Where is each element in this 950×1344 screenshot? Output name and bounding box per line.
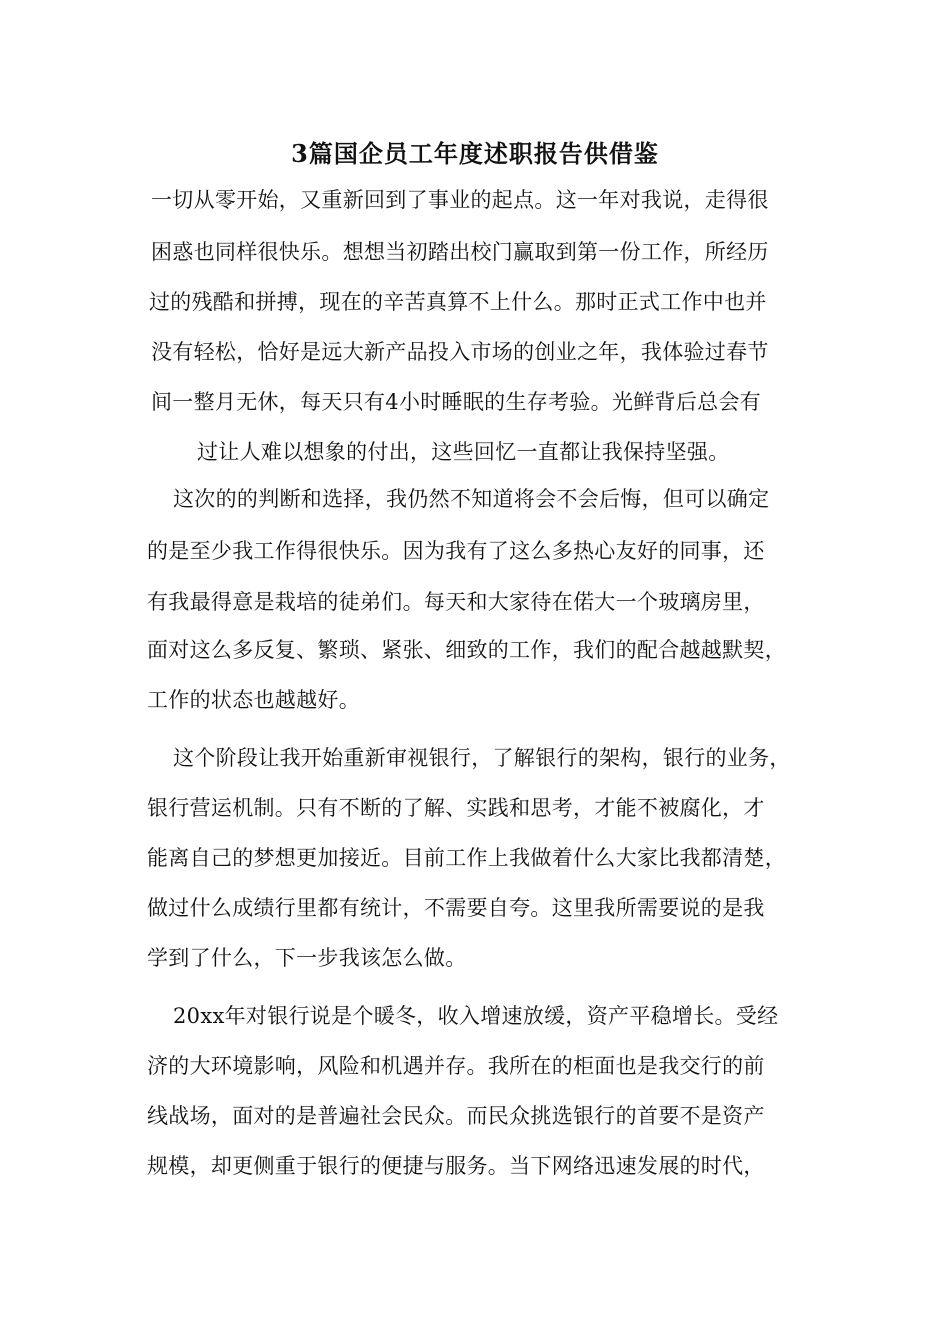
text-line: 工作的状态也越越好。 <box>147 688 360 712</box>
text-line: 济的大环境影响，风险和机遇并存。我所在的柜面也是我交行的前 <box>147 1054 765 1078</box>
text-line: 银行营运机制。只有不断的了解、实践和思考，才能不被腐化，才 <box>147 796 765 820</box>
text-line: 这个阶段让我开始重新审视银行，了解银行的架构，银行的业务， <box>173 746 791 770</box>
text-line: 过的残酷和拼搏，现在的辛苦真算不上什么。那时正式工作中也并 <box>149 290 767 314</box>
text-line: 面对这么多反复、繁琐、紧张、细致的工作，我们的配合越越默契， <box>147 638 786 662</box>
text-line: 一切从零开始，又重新回到了事业的起点。这一年对我说，走得很 <box>151 188 769 212</box>
text-line: 规模，却更侧重于银行的便捷与服务。当下网络迅速发展的时代， <box>147 1154 765 1178</box>
text-line: 有我最得意是栽培的徒弟们。每天和大家待在偌大一个玻璃房里， <box>147 590 765 614</box>
text-line: 能离自己的梦想更加接近。目前工作上我做着什么大家比我都清楚， <box>147 846 786 870</box>
text-line: 20xx年对银行说是个暖冬，收入增速放缓，资产平稳增长。受经 <box>173 1004 779 1028</box>
document-title: 3篇国企员工年度述职报告供借鉴 <box>291 139 659 168</box>
text-line: 线战场，面对的是普遍社会民众。而民众挑选银行的首要不是资产 <box>147 1104 765 1128</box>
text-line: 困惑也同样很快乐。想想当初踏出校门赢取到第一份工作，所经历 <box>151 240 769 264</box>
text-line: 做过什么成绩行里都有统计，不需要自夸。这里我所需要说的是我 <box>147 896 765 920</box>
text-line: 的是至少我工作得很快乐。因为我有了这么多热心友好的同事，还 <box>147 539 765 563</box>
text-line: 没有轻松，恰好是远大新产品投入市场的创业之年，我体验过春节 <box>151 340 769 364</box>
text-line: 过让人难以想象的付出，这些回忆一直都让我保持坚强。 <box>197 440 730 464</box>
text-line: 这次的的判断和选择，我仍然不知道将会不会后悔，但可以确定 <box>173 487 770 511</box>
text-line: 学到了什么，下一步我该怎么做。 <box>147 946 467 970</box>
text-line: 间一整月无休，每天只有4小时睡眠的生存考验。光鲜背后总会有 <box>151 390 762 414</box>
